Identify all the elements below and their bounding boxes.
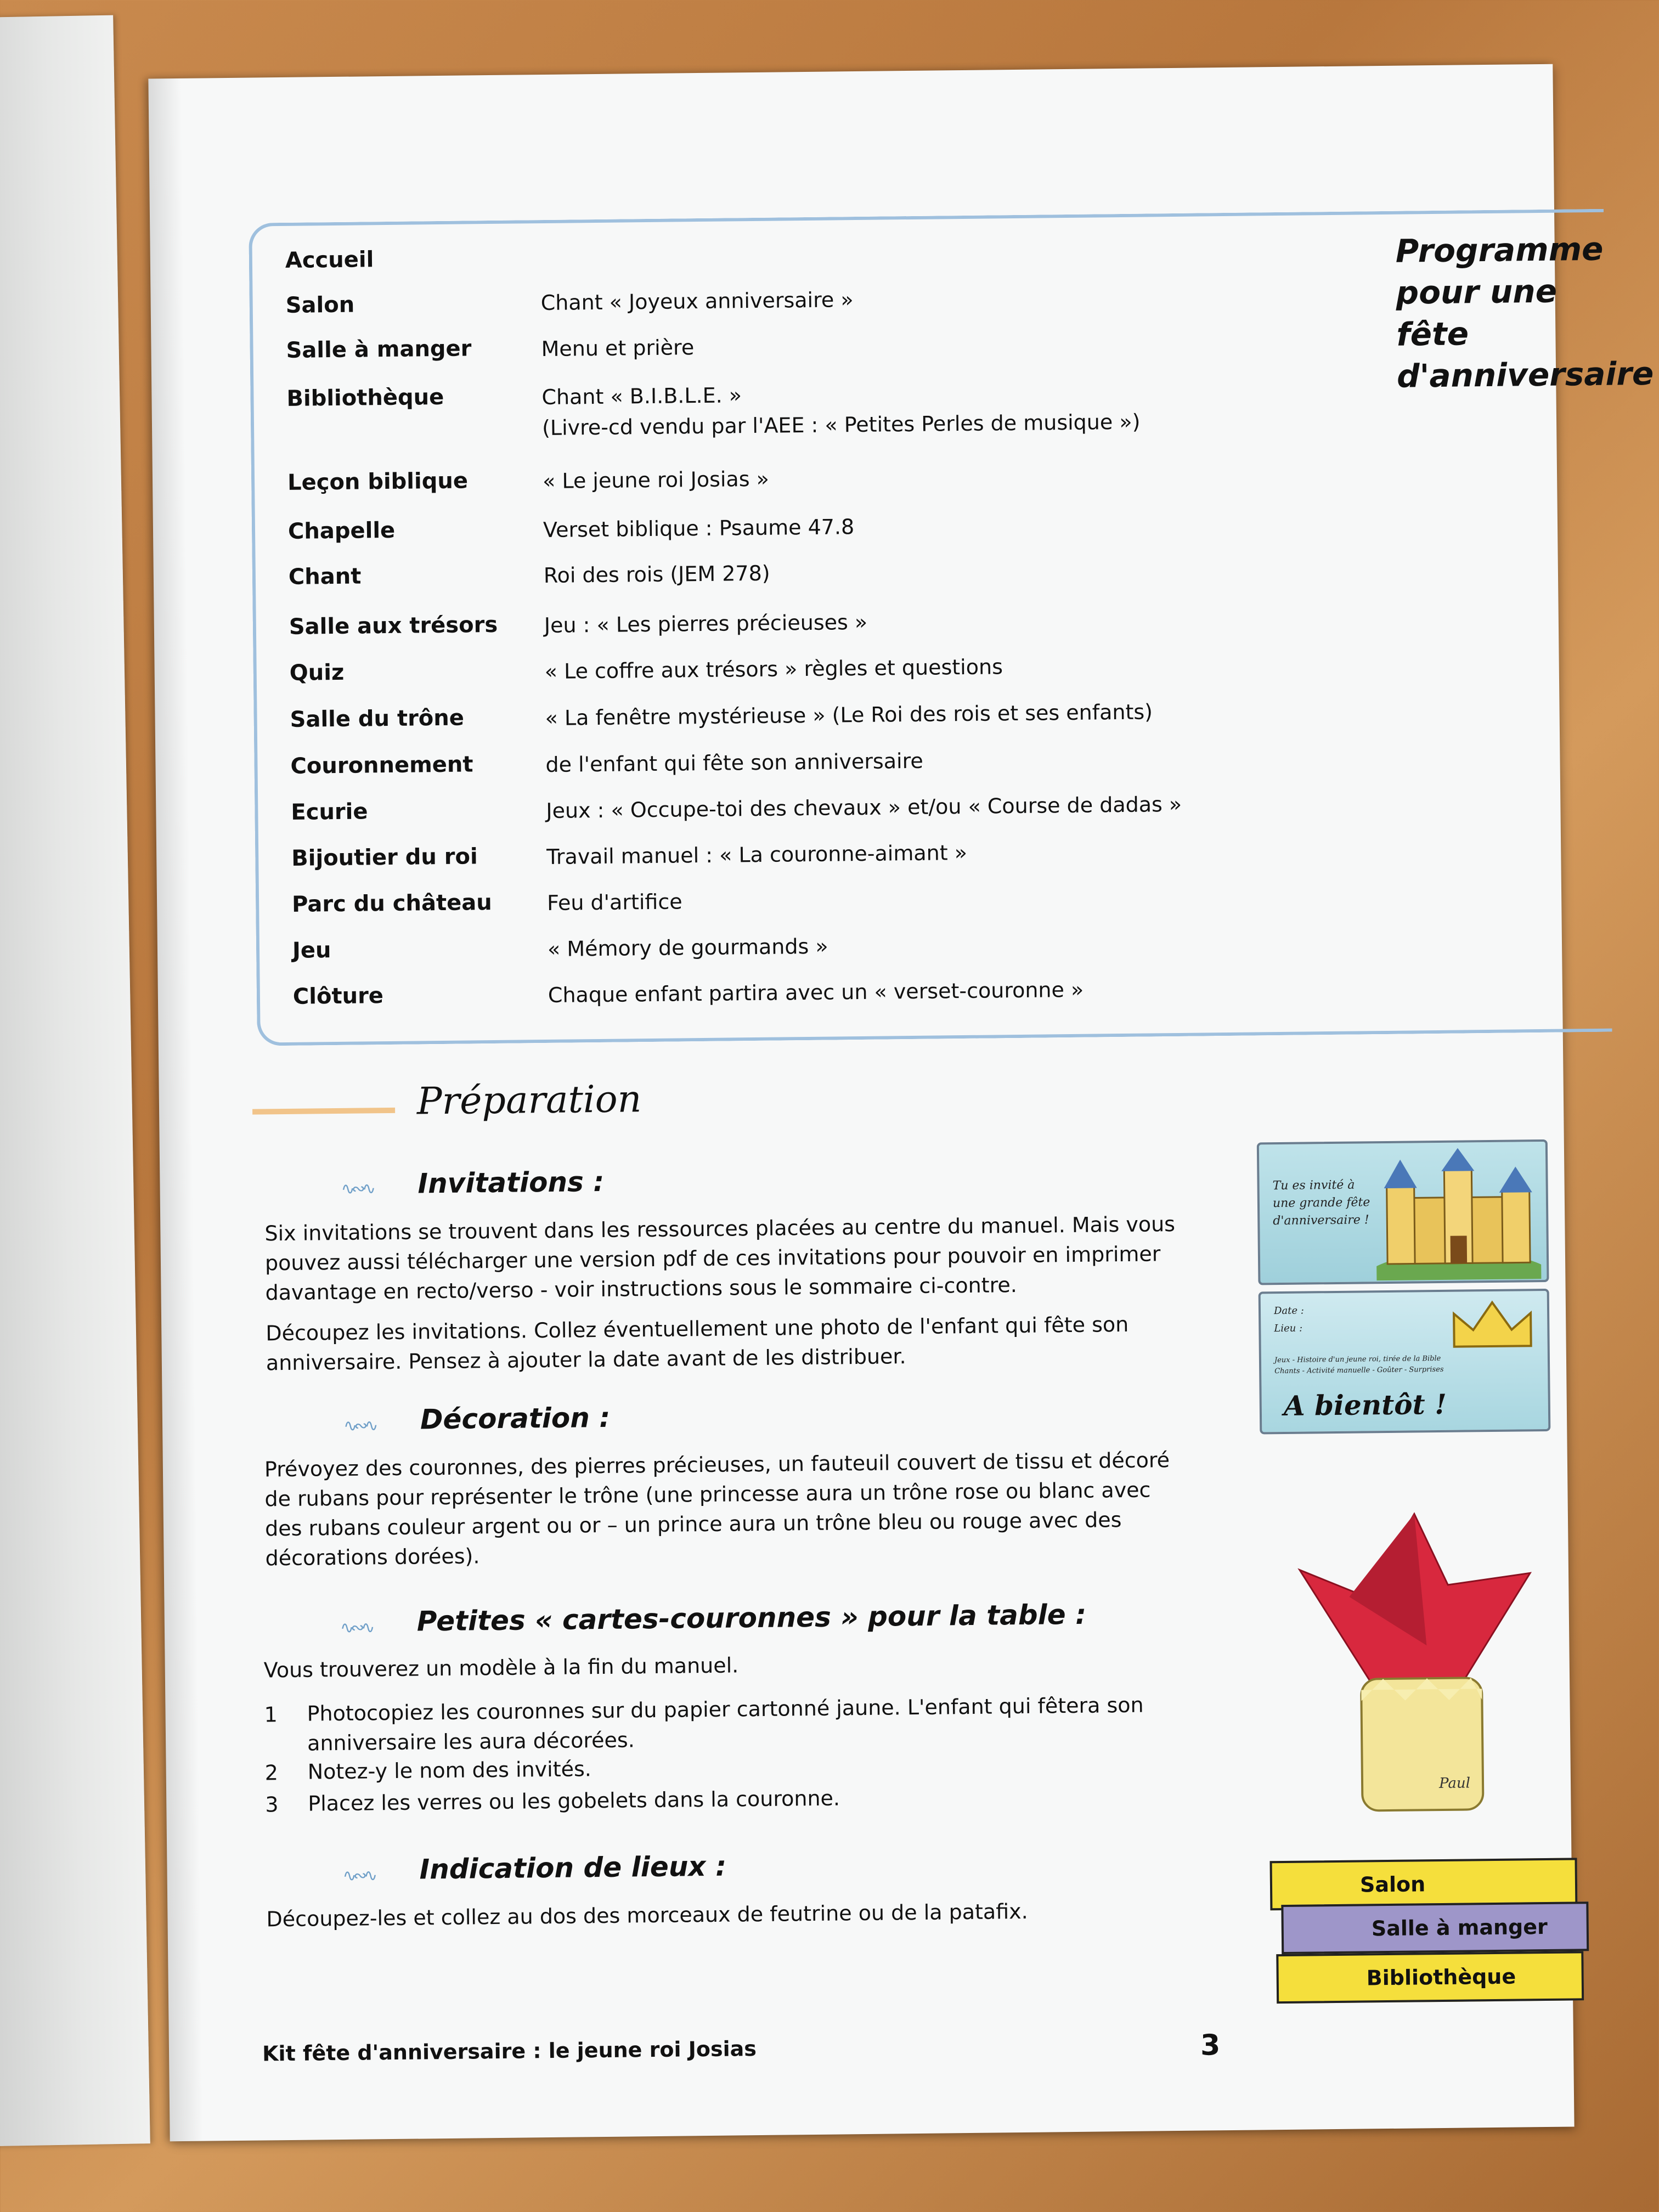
programme-value: Chant « Joyeux anniversaire » [540,287,854,315]
cartes-intro: Vous trouverez un modèle à la fin du manuel. [263,1653,739,1683]
left-page-edge [0,15,150,2147]
invite-back-activities [1274,1353,1444,1377]
step-text: Placez les verres ou les gobelets dans la couronne. [308,1786,840,1816]
sign-label: Salle à manger [1371,1914,1548,1941]
programme-row [256,551,1607,598]
programme-value: de l'enfant qui fête son anniversaire [545,748,923,777]
programme-row [260,970,1612,1018]
invitations-paragraph: Découpez les invitations. Collez éventuellement une photo de l'enfant qui fête son anniversaire. Pensez à ajouter la date avant de les distribuer. [266,1312,1129,1375]
invite-greeting: A bientôt ! [1283,1387,1447,1422]
invite-activity-line: Chants - Activité manuelle - Goûter - Surprises [1274,1365,1444,1376]
programme-label: Chapelle [287,517,396,544]
programme-value: Chaque enfant partira avec un « verset-couronne » [548,977,1084,1007]
programme-label: Parc du château [291,890,492,917]
programme-row [257,647,1609,694]
programme-value: « Le jeune roi Josias » [542,466,770,494]
programme-row [258,832,1610,879]
programme-value: « Mémory de gourmands » [547,934,828,961]
programme-value: Feu d'artifice [546,889,682,915]
programme-label: Ecurie [291,799,368,825]
programme-value: Verset biblique : Psaume 47.8 [543,515,855,543]
programme-row [257,740,1609,787]
programme-title [1395,228,1654,397]
preparation-title: Préparation [416,1077,642,1124]
step-number: 1 [264,1702,278,1727]
programme-row [256,601,1608,648]
invite-line: Tu es invité à [1272,1178,1355,1193]
sign-bibliotheque [1276,1951,1584,2004]
crown-name: Paul [1438,1775,1471,1792]
step-text: Photocopiez les couronnes sur du papier cartonné jaune. L'enfant qui fêtera son anniversaire les aura décorées. [307,1692,1144,1756]
decoration-paragraph: Prévoyez des couronnes, des pierres précieuses, un fauteuil couvert de tissu et décoré de rubans pour représenter le trône (une princesse aura un trône rose ou blanc avec des rubans couleur argent ou or – un prince aura un trône bleu ou rouge avec des décorations dorées). [264,1448,1170,1571]
napkin-crown-image [1283,1502,1549,1833]
sign-label: Bibliothèque [1366,1964,1516,1990]
programme-title-line: pour une fête [1396,272,1558,353]
ornament-icon: ∿∾∿ [343,1416,375,1436]
invite-line: une grande fête [1272,1195,1370,1211]
programme-label: Quiz [289,659,345,686]
programme-label: Salon [285,292,355,318]
programme-title-line: Programme [1395,230,1604,270]
lieux-paragraph: Découpez-les et collez au dos des morceaux de feutrine ou de la patafix. [266,1899,1028,1932]
invitations-paragraph: Six invitations se trouvent dans les ressources placées au centre du manuel. Mais vous pouvez aussi télécharger une version pdf de ces invitations pour pouvoir en imprimer davantage en recto/verso - voir instructions sous le sommaire ci-contre. [264,1212,1176,1305]
step-number: 3 [265,1792,279,1817]
invite-line: d'anniversaire ! [1273,1213,1369,1228]
page-number: 3 [1200,2029,1221,2062]
decoration-heading: Décoration : [420,1401,611,1436]
programme-label: Clôture [292,983,384,1009]
invitation-card-front [1257,1139,1549,1285]
booklet-page [148,64,1654,2142]
programme-value: Menu et prière [541,335,695,362]
programme-value: « La fenêtre mystérieuse » (Le Roi des rois et ses enfants) [545,699,1153,730]
step-text: Notez-y le nom des invités. [307,1757,592,1784]
programme-value: Jeu : « Les pierres précieuses » [544,610,868,638]
programme-row [255,456,1606,504]
programme-value: Roi des rois (JEM 278) [543,561,770,588]
programme-label: Couronnement [290,752,473,779]
castle-icon [1375,1147,1541,1280]
invite-label: Lieu : [1274,1322,1303,1335]
programme-value: « Le coffre aux trésors » règles et questions [544,654,1003,684]
programme-label: Bijoutier du roi [291,844,478,871]
programme-label: Salle aux trésors [289,612,498,640]
sign-label: Salon [1359,1872,1426,1897]
invitation-card-back [1259,1289,1551,1435]
programme-row [259,878,1611,926]
invite-front-text [1272,1176,1370,1230]
cartes-heading: Petites « cartes-couronnes » pour la table : [416,1598,1087,1638]
invite-label: Date : [1273,1305,1304,1317]
page-gutter-shadow [148,78,202,2141]
programme-title-line: d'anniversaire [1396,354,1654,395]
programme-label: Leçon biblique [287,468,469,495]
programme-value: Chant « B.I.B.L.E. » [541,383,742,410]
programme-row [255,505,1607,552]
programme-label: Bibliothèque [286,384,444,411]
section-accent-line [252,1108,395,1115]
programme-label: Chant [288,563,362,590]
ornament-icon: ∿∾∿ [341,1179,373,1199]
programme-value-extra: (Livre-cd vendu par l'AEE : « Petites Perles de musique ») [541,409,1141,441]
crown-icon [1448,1296,1537,1352]
ornament-icon: ∿∾∿ [342,1866,375,1886]
programme-value: Jeux : « Occupe-toi des chevaux » et/ou « Course de dadas » [546,792,1182,823]
programme-value: Travail manuel : « La couronne-aimant » [546,840,968,869]
programme-label: Salle à manger [286,336,472,363]
footer-title: Kit fête d'anniversaire : le jeune roi Josias [262,2036,757,2066]
ornament-icon: ∿∾∿ [340,1618,372,1638]
programme-row [258,786,1610,833]
programme-label: Jeu [292,938,331,963]
lieux-heading: Indication de lieux : [419,1850,727,1886]
programme-label: Salle du trône [290,705,465,732]
step-number: 2 [264,1760,279,1785]
programme-label: Accueil [285,247,374,273]
sign-salle-a-manger [1281,1901,1589,1954]
invite-back-labels [1274,1302,1305,1338]
invite-activity-line: Jeux - Histoire d'un jeune roi, tirée de la Bible [1274,1354,1441,1365]
programme-row [257,693,1609,741]
invitations-heading: Invitations : [417,1165,605,1200]
programme-row [259,924,1611,972]
